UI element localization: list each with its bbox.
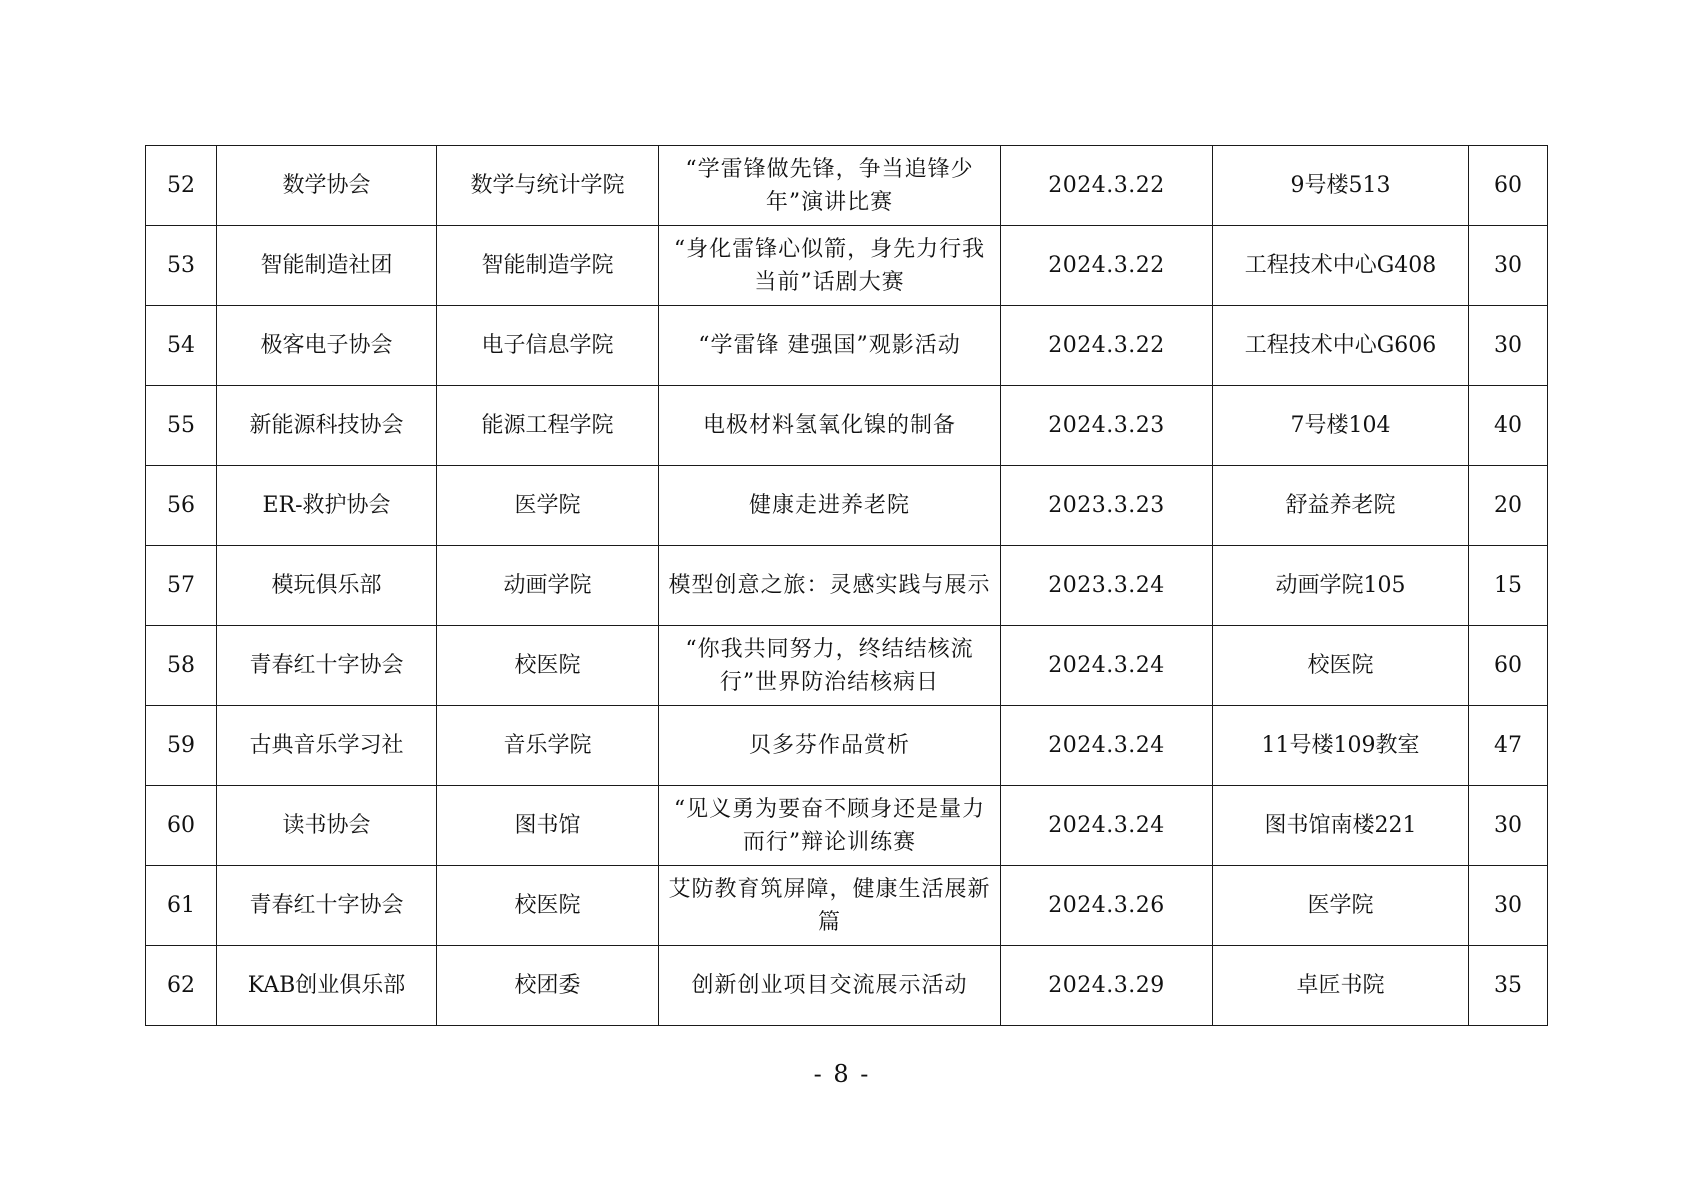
participant-count-cell: 30	[1469, 306, 1548, 386]
table-row	[146, 866, 1548, 946]
row-number-cell: 55	[146, 386, 217, 466]
activity-date-cell: 2024.3.22	[1001, 226, 1213, 306]
activity-name-cell: 模型创意之旅：灵感实践与展示	[659, 546, 1001, 626]
activity-date-cell: 2023.3.24	[1001, 546, 1213, 626]
activity-name-cell: “学雷锋做先锋，争当追锋少年”演讲比赛	[659, 146, 1001, 226]
row-number-cell: 59	[146, 706, 217, 786]
activity-place-cell: 卓匠书院	[1213, 946, 1469, 1026]
activity-name-cell: 电极材料氢氧化镍的制备	[659, 386, 1001, 466]
row-number-cell: 56	[146, 466, 217, 546]
club-name-cell: 读书协会	[217, 786, 437, 866]
activity-place-cell: 校医院	[1213, 626, 1469, 706]
host-unit-cell: 校医院	[437, 626, 659, 706]
club-name-cell: 模玩俱乐部	[217, 546, 437, 626]
club-name-cell: 青春红十字协会	[217, 626, 437, 706]
club-name-cell: 新能源科技协会	[217, 386, 437, 466]
club-name-cell: 极客电子协会	[217, 306, 437, 386]
table-row	[146, 946, 1548, 1026]
host-unit-cell: 音乐学院	[437, 706, 659, 786]
activity-place-cell: 工程技术中心G606	[1213, 306, 1469, 386]
row-number-cell: 54	[146, 306, 217, 386]
activity-name-cell: “你我共同努力，终结结核流行”世界防治结核病日	[659, 626, 1001, 706]
activity-name-cell: 贝多芬作品赏析	[659, 706, 1001, 786]
table-row	[146, 626, 1548, 706]
table-row	[146, 386, 1548, 466]
activity-name-cell: “身化雷锋心似箭，身先力行我当前”话剧大赛	[659, 226, 1001, 306]
row-number-cell: 58	[146, 626, 217, 706]
activity-place-cell: 7号楼104	[1213, 386, 1469, 466]
participant-count-cell: 15	[1469, 546, 1548, 626]
activity-date-cell: 2024.3.24	[1001, 706, 1213, 786]
participant-count-cell: 20	[1469, 466, 1548, 546]
participant-count-cell: 30	[1469, 226, 1548, 306]
table-row	[146, 466, 1548, 546]
participant-count-cell: 30	[1469, 786, 1548, 866]
table-row	[146, 146, 1548, 226]
participant-count-cell: 47	[1469, 706, 1548, 786]
club-name-cell: ER-救护协会	[217, 466, 437, 546]
activities-table-body	[146, 146, 1548, 1026]
activity-name-cell: “见义勇为要奋不顾身还是量力而行”辩论训练赛	[659, 786, 1001, 866]
host-unit-cell: 智能制造学院	[437, 226, 659, 306]
activity-name-cell: 健康走进养老院	[659, 466, 1001, 546]
participant-count-cell: 60	[1469, 626, 1548, 706]
club-name-cell: 青春红十字协会	[217, 866, 437, 946]
host-unit-cell: 医学院	[437, 466, 659, 546]
host-unit-cell: 数学与统计学院	[437, 146, 659, 226]
activity-date-cell: 2024.3.24	[1001, 626, 1213, 706]
row-number-cell: 60	[146, 786, 217, 866]
participant-count-cell: 40	[1469, 386, 1548, 466]
activity-date-cell: 2024.3.24	[1001, 786, 1213, 866]
activity-date-cell: 2024.3.29	[1001, 946, 1213, 1026]
row-number-cell: 57	[146, 546, 217, 626]
host-unit-cell: 校医院	[437, 866, 659, 946]
activity-date-cell: 2024.3.26	[1001, 866, 1213, 946]
participant-count-cell: 60	[1469, 146, 1548, 226]
activity-date-cell: 2024.3.22	[1001, 306, 1213, 386]
activity-name-cell: 创新创业项目交流展示活动	[659, 946, 1001, 1026]
activity-place-cell: 11号楼109教室	[1213, 706, 1469, 786]
participant-count-cell: 35	[1469, 946, 1548, 1026]
host-unit-cell: 能源工程学院	[437, 386, 659, 466]
table-row	[146, 226, 1548, 306]
table-row	[146, 706, 1548, 786]
activity-date-cell: 2024.3.22	[1001, 146, 1213, 226]
activity-date-cell: 2024.3.23	[1001, 386, 1213, 466]
activity-place-cell: 舒益养老院	[1213, 466, 1469, 546]
table-row	[146, 306, 1548, 386]
table-row	[146, 546, 1548, 626]
activity-place-cell: 9号楼513	[1213, 146, 1469, 226]
participant-count-cell: 30	[1469, 866, 1548, 946]
activity-place-cell: 图书馆南楼221	[1213, 786, 1469, 866]
club-name-cell: 智能制造社团	[217, 226, 437, 306]
row-number-cell: 61	[146, 866, 217, 946]
page-number: - 8 -	[813, 1060, 871, 1088]
club-name-cell: KAB创业俱乐部	[217, 946, 437, 1026]
row-number-cell: 53	[146, 226, 217, 306]
activity-name-cell: 艾防教育筑屏障，健康生活展新篇	[659, 866, 1001, 946]
host-unit-cell: 动画学院	[437, 546, 659, 626]
activity-place-cell: 动画学院105	[1213, 546, 1469, 626]
activity-place-cell: 工程技术中心G408	[1213, 226, 1469, 306]
table-row	[146, 786, 1548, 866]
club-name-cell: 古典音乐学习社	[217, 706, 437, 786]
activity-date-cell: 2023.3.23	[1001, 466, 1213, 546]
activity-name-cell: “学雷锋 建强国”观影活动	[659, 306, 1001, 386]
row-number-cell: 52	[146, 146, 217, 226]
activities-table	[145, 145, 1548, 1026]
host-unit-cell: 电子信息学院	[437, 306, 659, 386]
host-unit-cell: 校团委	[437, 946, 659, 1026]
host-unit-cell: 图书馆	[437, 786, 659, 866]
row-number-cell: 62	[146, 946, 217, 1026]
activity-place-cell: 医学院	[1213, 866, 1469, 946]
club-name-cell: 数学协会	[217, 146, 437, 226]
